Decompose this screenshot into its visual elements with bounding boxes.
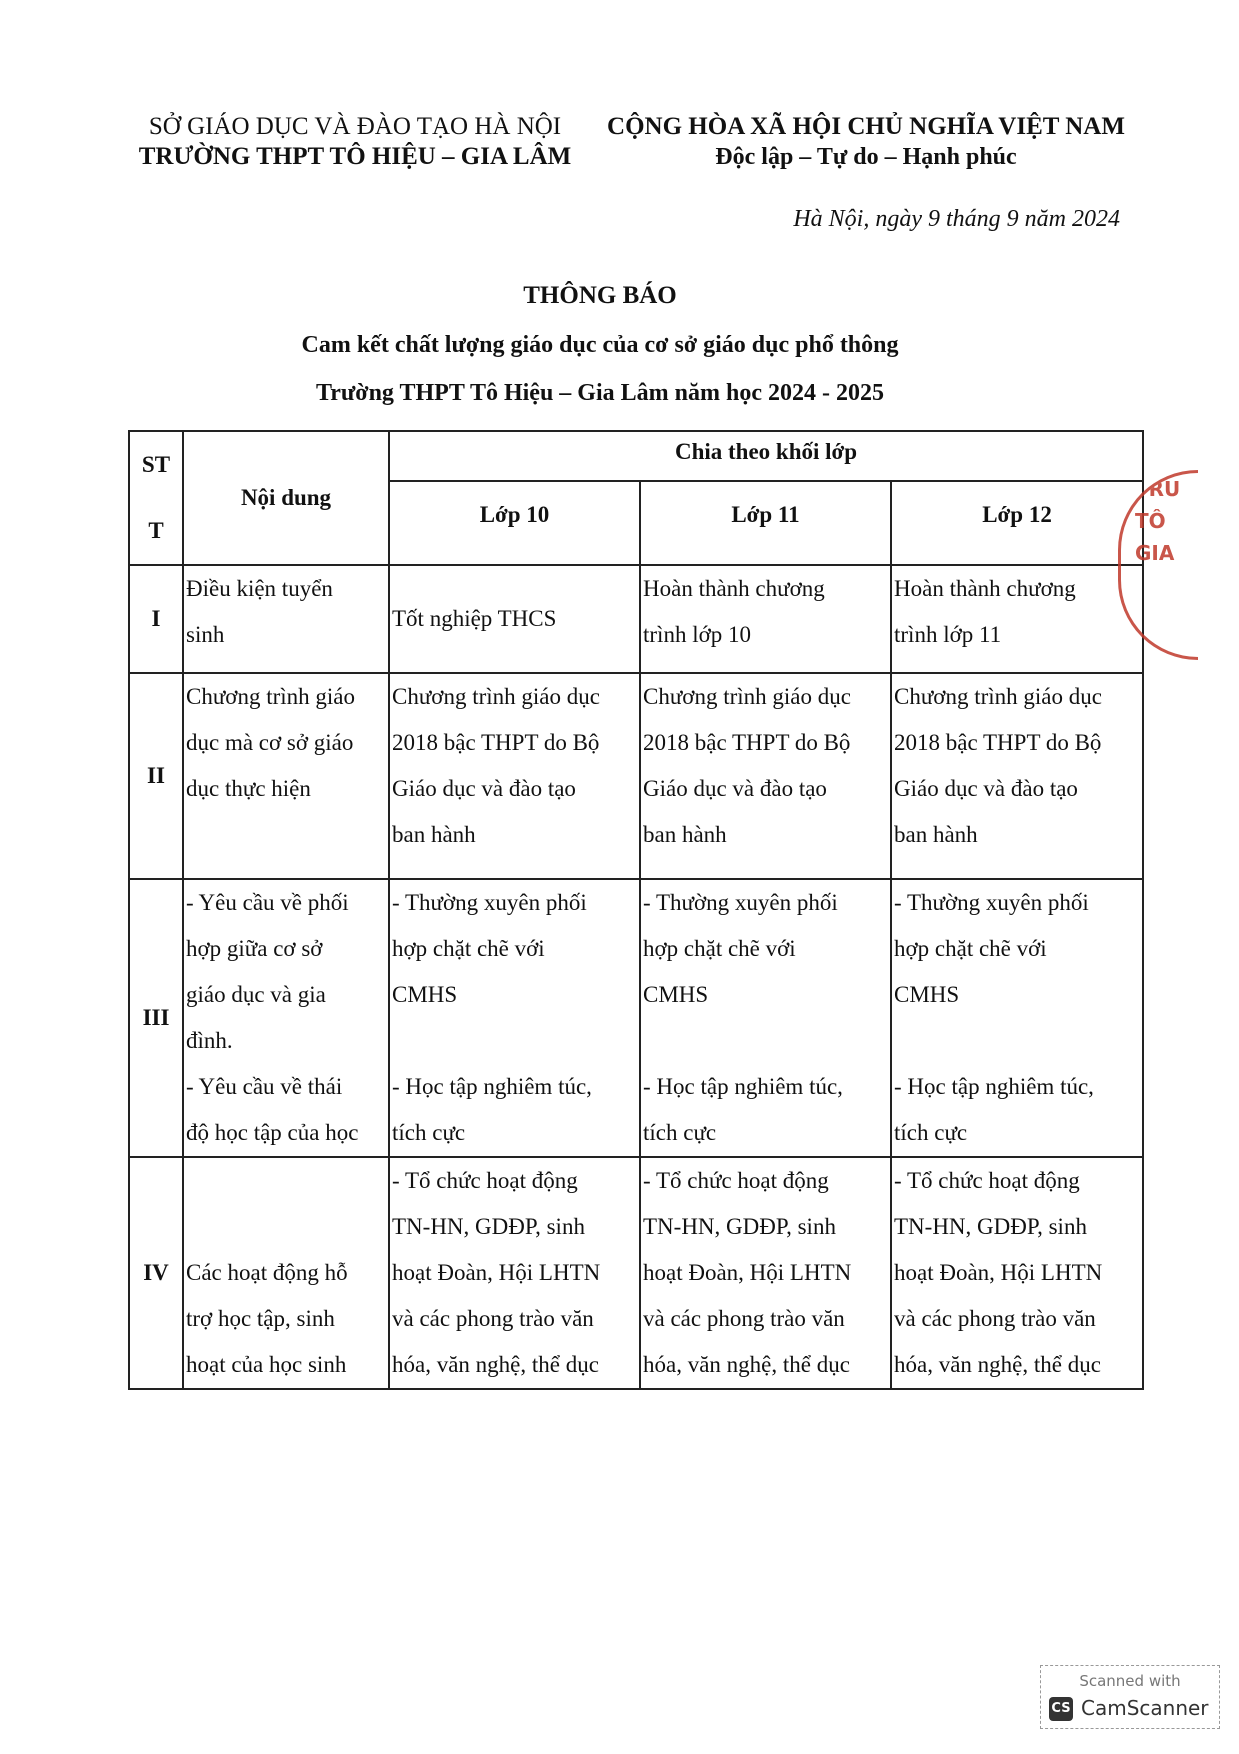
- cell-line: - Tổ chức hoạt động: [392, 1168, 578, 1193]
- commitment-table: [128, 430, 1144, 1390]
- cell-line: 2018 bậc THPT do Bộ: [894, 730, 1102, 755]
- table-row: [129, 879, 1143, 1157]
- badge-brand: CamScanner: [1081, 1696, 1209, 1720]
- content-line: trợ học tập, sinh: [186, 1306, 335, 1331]
- content-line: - Yêu cầu về phối: [186, 890, 349, 915]
- cell-line: - Tổ chức hoạt động: [643, 1168, 829, 1193]
- header-stt-line2: T: [148, 518, 164, 543]
- cell-line: và các phong trào văn: [894, 1306, 1096, 1331]
- national-motto: [596, 112, 1136, 172]
- cell-line: hoạt Đoàn, Hội LHTN: [643, 1260, 852, 1285]
- row-number: III: [129, 879, 183, 1157]
- row-content: [183, 673, 389, 879]
- header-content: Nội dung: [183, 431, 389, 565]
- cell-line: trình lớp 10: [643, 622, 751, 647]
- cell-line: - Thường xuyên phối: [392, 890, 587, 915]
- content-line: sinh: [186, 622, 225, 647]
- cell-line: hóa, văn nghệ, thể dục: [643, 1352, 850, 1377]
- cell-line: trình lớp 11: [894, 622, 1002, 647]
- cell-line: - Thường xuyên phối: [894, 890, 1089, 915]
- content-line: - Yêu cầu về thái: [186, 1074, 343, 1099]
- camscanner-badge: [1040, 1665, 1220, 1729]
- cell-line: [392, 1018, 637, 1064]
- grade-cell: [640, 1157, 891, 1389]
- cell-line: [894, 1018, 1140, 1064]
- cell-line: ban hành: [894, 822, 978, 847]
- row-number: I: [129, 565, 183, 673]
- issuing-agency: [110, 112, 600, 172]
- cell-line: - Tổ chức hoạt động: [894, 1168, 1080, 1193]
- cell-line: Tốt nghiệp THCS: [392, 606, 557, 631]
- grade-cell: [389, 673, 640, 879]
- content-line: dục mà cơ sở giáo: [186, 730, 354, 755]
- cell-line: TN-HN, GDĐP, sinh: [894, 1214, 1087, 1239]
- cell-line: - Học tập nghiêm túc,: [392, 1074, 592, 1099]
- document-title: THÔNG BÁO: [523, 282, 677, 309]
- stamp-text: GIA: [1135, 541, 1175, 565]
- cell-line: tích cực: [894, 1120, 968, 1145]
- cell-line: hoạt Đoàn, Hội LHTN: [392, 1260, 601, 1285]
- grade-cell: [640, 879, 891, 1157]
- header-stt: [129, 431, 183, 565]
- motto-line: Độc lập – Tự do – Hạnh phúc: [715, 144, 1017, 170]
- grade-cell: [640, 565, 891, 673]
- grade-cell: [389, 565, 640, 673]
- camscanner-logo-icon: CS: [1049, 1697, 1073, 1721]
- table-row: [129, 1157, 1143, 1389]
- grade-cell: [640, 673, 891, 879]
- cell-line: - Học tập nghiêm túc,: [894, 1074, 1094, 1099]
- cell-line: Giáo dục và đào tạo: [392, 776, 576, 801]
- header-grade-group: Chia theo khối lớp: [389, 431, 1143, 481]
- grade-cell: [891, 879, 1143, 1157]
- cell-line: và các phong trào văn: [643, 1306, 845, 1331]
- country-name: CỘNG HÒA XÃ HỘI CHỦ NGHĨA VIỆT NAM: [607, 113, 1125, 140]
- cell-line: Chương trình giáo dục: [392, 684, 600, 709]
- grade-cell: [389, 879, 640, 1157]
- cell-line: 2018 bậc THPT do Bộ: [643, 730, 851, 755]
- content-line: Điều kiện tuyển: [186, 576, 333, 601]
- content-line: Chương trình giáo: [186, 684, 356, 709]
- cell-line: tích cực: [643, 1120, 717, 1145]
- cell-line: CMHS: [392, 982, 458, 1007]
- content-line: [186, 1158, 386, 1204]
- cell-line: ban hành: [392, 822, 476, 847]
- content-line: dục thực hiện: [186, 776, 311, 801]
- cell-line: TN-HN, GDĐP, sinh: [392, 1214, 585, 1239]
- header-grade-11: Lớp 11: [640, 481, 891, 565]
- cell-line: hóa, văn nghệ, thể dục: [894, 1352, 1101, 1377]
- cell-line: 2018 bậc THPT do Bộ: [392, 730, 600, 755]
- cell-line: Hoàn thành chương: [894, 576, 1076, 601]
- header-grade-10: Lớp 10: [389, 481, 640, 565]
- row-content: [183, 565, 389, 673]
- cell-line: - Thường xuyên phối: [643, 890, 838, 915]
- cell-line: Giáo dục và đào tạo: [643, 776, 827, 801]
- cell-line: ban hành: [643, 822, 727, 847]
- grade-cell: [891, 673, 1143, 879]
- cell-line: Giáo dục và đào tạo: [894, 776, 1078, 801]
- content-line: Các hoạt động hỗ: [186, 1260, 348, 1285]
- row-content: [183, 879, 389, 1157]
- document-subtitle-school: Trường THPT Tô Hiệu – Gia Lâm năm học 2024 - 2025: [316, 380, 884, 406]
- cell-line: [643, 1018, 888, 1064]
- header-grade-12: Lớp 12: [891, 481, 1143, 565]
- header-stt-line1: ST: [141, 452, 171, 477]
- content-line: độ học tập của học: [186, 1120, 359, 1145]
- grade-cell: [891, 1157, 1143, 1389]
- document-subtitle: Cam kết chất lượng giáo dục của cơ sở giáo dục phổ thông: [301, 332, 899, 358]
- table-row: [129, 673, 1143, 879]
- cell-line: Chương trình giáo dục: [643, 684, 851, 709]
- grade-cell: [891, 565, 1143, 673]
- table-row: [129, 565, 1143, 673]
- row-number: II: [129, 673, 183, 879]
- row-number: IV: [129, 1157, 183, 1389]
- cell-line: hợp chặt chẽ với: [894, 936, 1047, 961]
- cell-line: tích cực: [392, 1120, 466, 1145]
- stamp-text: TÔ: [1135, 509, 1166, 533]
- row-content: [183, 1157, 389, 1389]
- stamp-text: TRU: [1135, 477, 1181, 501]
- cell-line: hoạt Đoàn, Hội LHTN: [894, 1260, 1103, 1285]
- grade-cell: [389, 1157, 640, 1389]
- cell-line: CMHS: [643, 982, 709, 1007]
- content-line: hợp giữa cơ sở: [186, 936, 323, 961]
- content-line: [186, 1204, 386, 1250]
- cell-line: CMHS: [894, 982, 960, 1007]
- cell-line: hợp chặt chẽ với: [643, 936, 796, 961]
- agency-school: TRƯỜNG THPT TÔ HIỆU – GIA LÂM: [138, 143, 572, 170]
- content-line: giáo dục và gia: [186, 982, 326, 1007]
- content-line: đình.: [186, 1028, 233, 1053]
- cell-line: hợp chặt chẽ với: [392, 936, 545, 961]
- badge-caption: Scanned with: [1079, 1672, 1181, 1690]
- document-date: Hà Nội, ngày 9 tháng 9 năm 2024: [793, 206, 1120, 232]
- cell-line: - Học tập nghiêm túc,: [643, 1074, 843, 1099]
- table-header-row: [129, 431, 1143, 481]
- cell-line: hóa, văn nghệ, thể dục: [392, 1352, 599, 1377]
- cell-line: Chương trình giáo dục: [894, 684, 1102, 709]
- cell-line: Hoàn thành chương: [643, 576, 825, 601]
- content-line: hoạt của học sinh: [186, 1352, 347, 1377]
- cell-line: và các phong trào văn: [392, 1306, 594, 1331]
- cell-line: TN-HN, GDĐP, sinh: [643, 1214, 836, 1239]
- agency-department: SỞ GIÁO DỤC VÀ ĐÀO TẠO HÀ NỘI: [148, 113, 562, 140]
